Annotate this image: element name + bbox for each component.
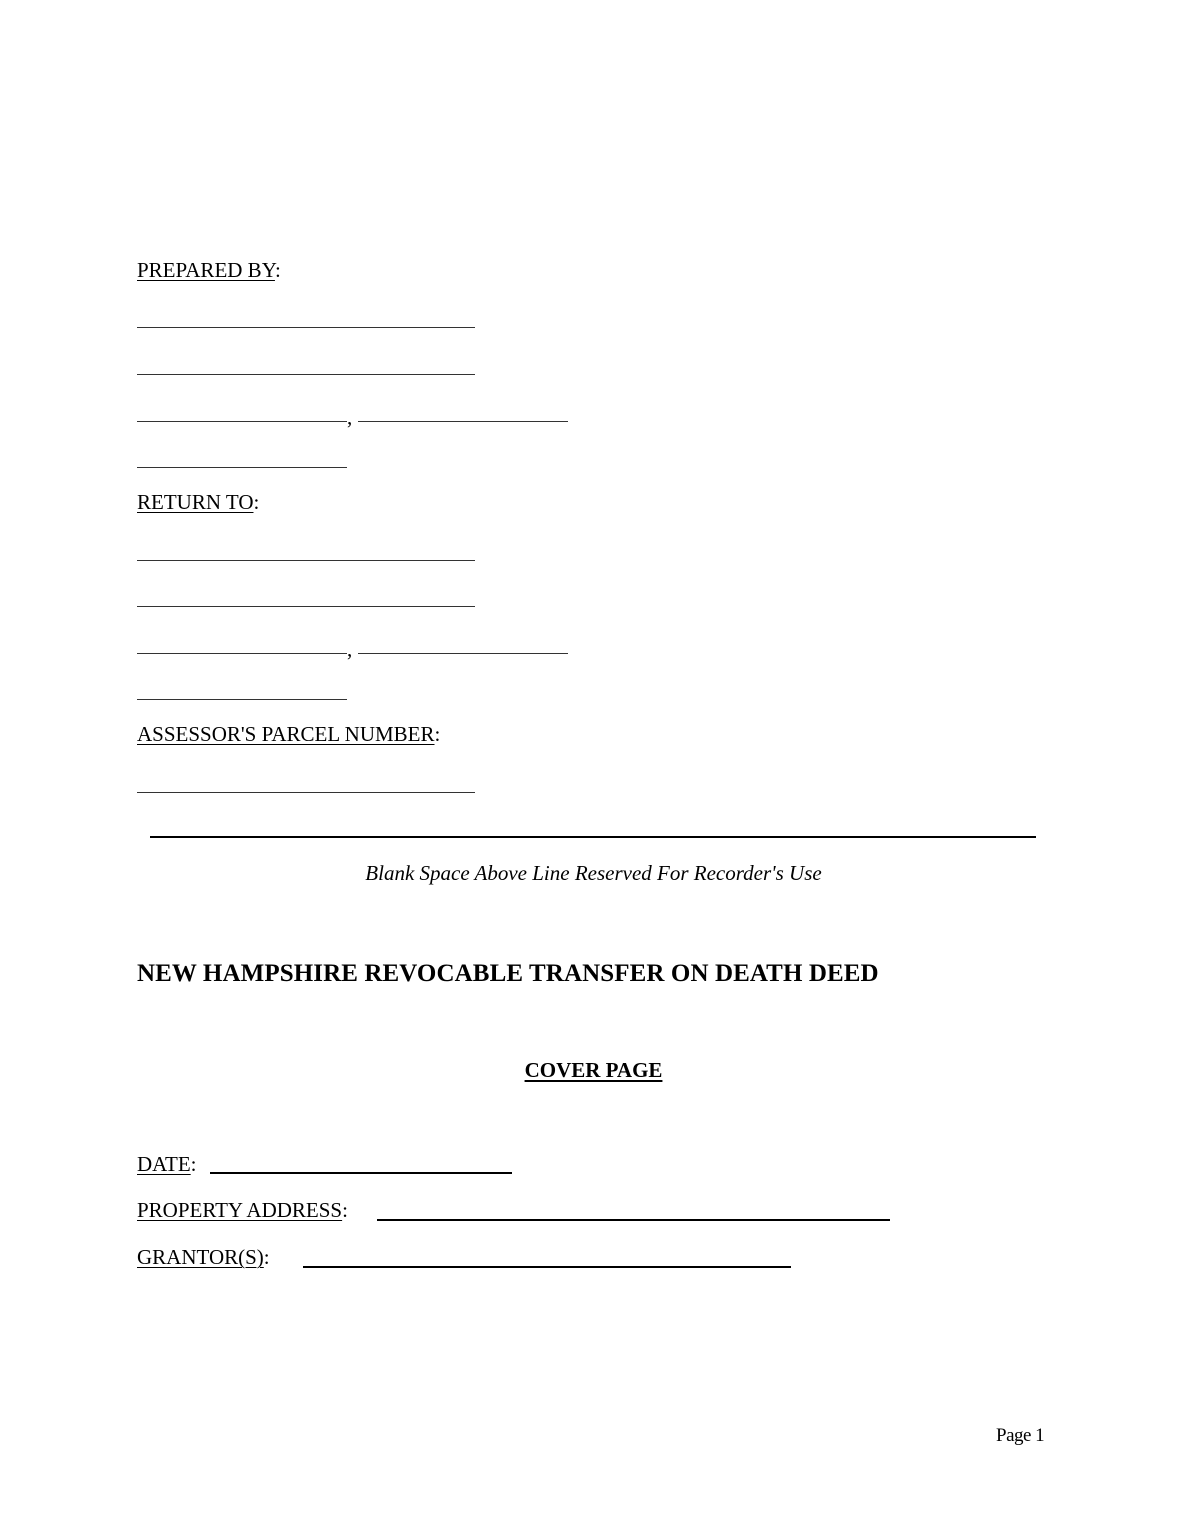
property-address-field[interactable] xyxy=(377,1219,890,1221)
return-to-address-blank[interactable] xyxy=(137,606,475,607)
grantors-text: GRANTOR(S) xyxy=(137,1245,264,1269)
prepared-by-zip-blank[interactable] xyxy=(137,467,347,468)
property-address-colon: : xyxy=(342,1198,348,1222)
city-state-comma: , xyxy=(347,637,353,661)
return-to-colon: : xyxy=(253,490,260,514)
parcel-number-blank[interactable] xyxy=(137,792,475,793)
grantors-label xyxy=(137,1245,270,1269)
parcel-number-text: ASSESSOR'S PARCEL NUMBER xyxy=(137,722,435,746)
return-to-name-blank[interactable] xyxy=(137,560,475,561)
document-subtitle xyxy=(0,1058,1187,1083)
city-state-comma: , xyxy=(347,405,353,429)
document-title: NEW HAMPSHIRE REVOCABLE TRANSFER ON DEATH DEED xyxy=(137,960,879,987)
prepared-by-state-blank[interactable] xyxy=(358,421,568,422)
return-to-city-blank[interactable] xyxy=(137,653,347,654)
return-to-zip-blank[interactable] xyxy=(137,699,347,700)
parcel-number-label xyxy=(137,722,440,746)
date-colon: : xyxy=(190,1152,197,1176)
return-to-text: RETURN TO xyxy=(137,490,254,514)
date-field[interactable] xyxy=(210,1172,512,1174)
cover-page-heading: COVER PAGE xyxy=(524,1058,663,1082)
prepared-by-name-blank[interactable] xyxy=(137,327,475,328)
grantors-colon: : xyxy=(263,1245,270,1269)
prepared-by-colon: : xyxy=(274,258,281,282)
grantors-field[interactable] xyxy=(303,1266,791,1268)
return-to-label xyxy=(137,490,259,514)
prepared-by-address-blank[interactable] xyxy=(137,374,475,375)
date-label xyxy=(137,1152,197,1176)
property-address-label xyxy=(137,1198,348,1222)
prepared-by-city-blank[interactable] xyxy=(137,421,347,422)
recorder-divider-line xyxy=(150,836,1036,838)
page-number: Page 1 xyxy=(996,1425,1045,1446)
prepared-by-label xyxy=(137,258,281,282)
parcel-number-colon: : xyxy=(434,722,441,746)
return-to-state-blank[interactable] xyxy=(358,653,568,654)
prepared-by-text: PREPARED BY xyxy=(137,258,275,282)
recorder-note: Blank Space Above Line Reserved For Recorder's Use xyxy=(365,861,822,885)
property-address-text: PROPERTY ADDRESS xyxy=(137,1198,343,1222)
date-text: DATE xyxy=(137,1152,191,1176)
